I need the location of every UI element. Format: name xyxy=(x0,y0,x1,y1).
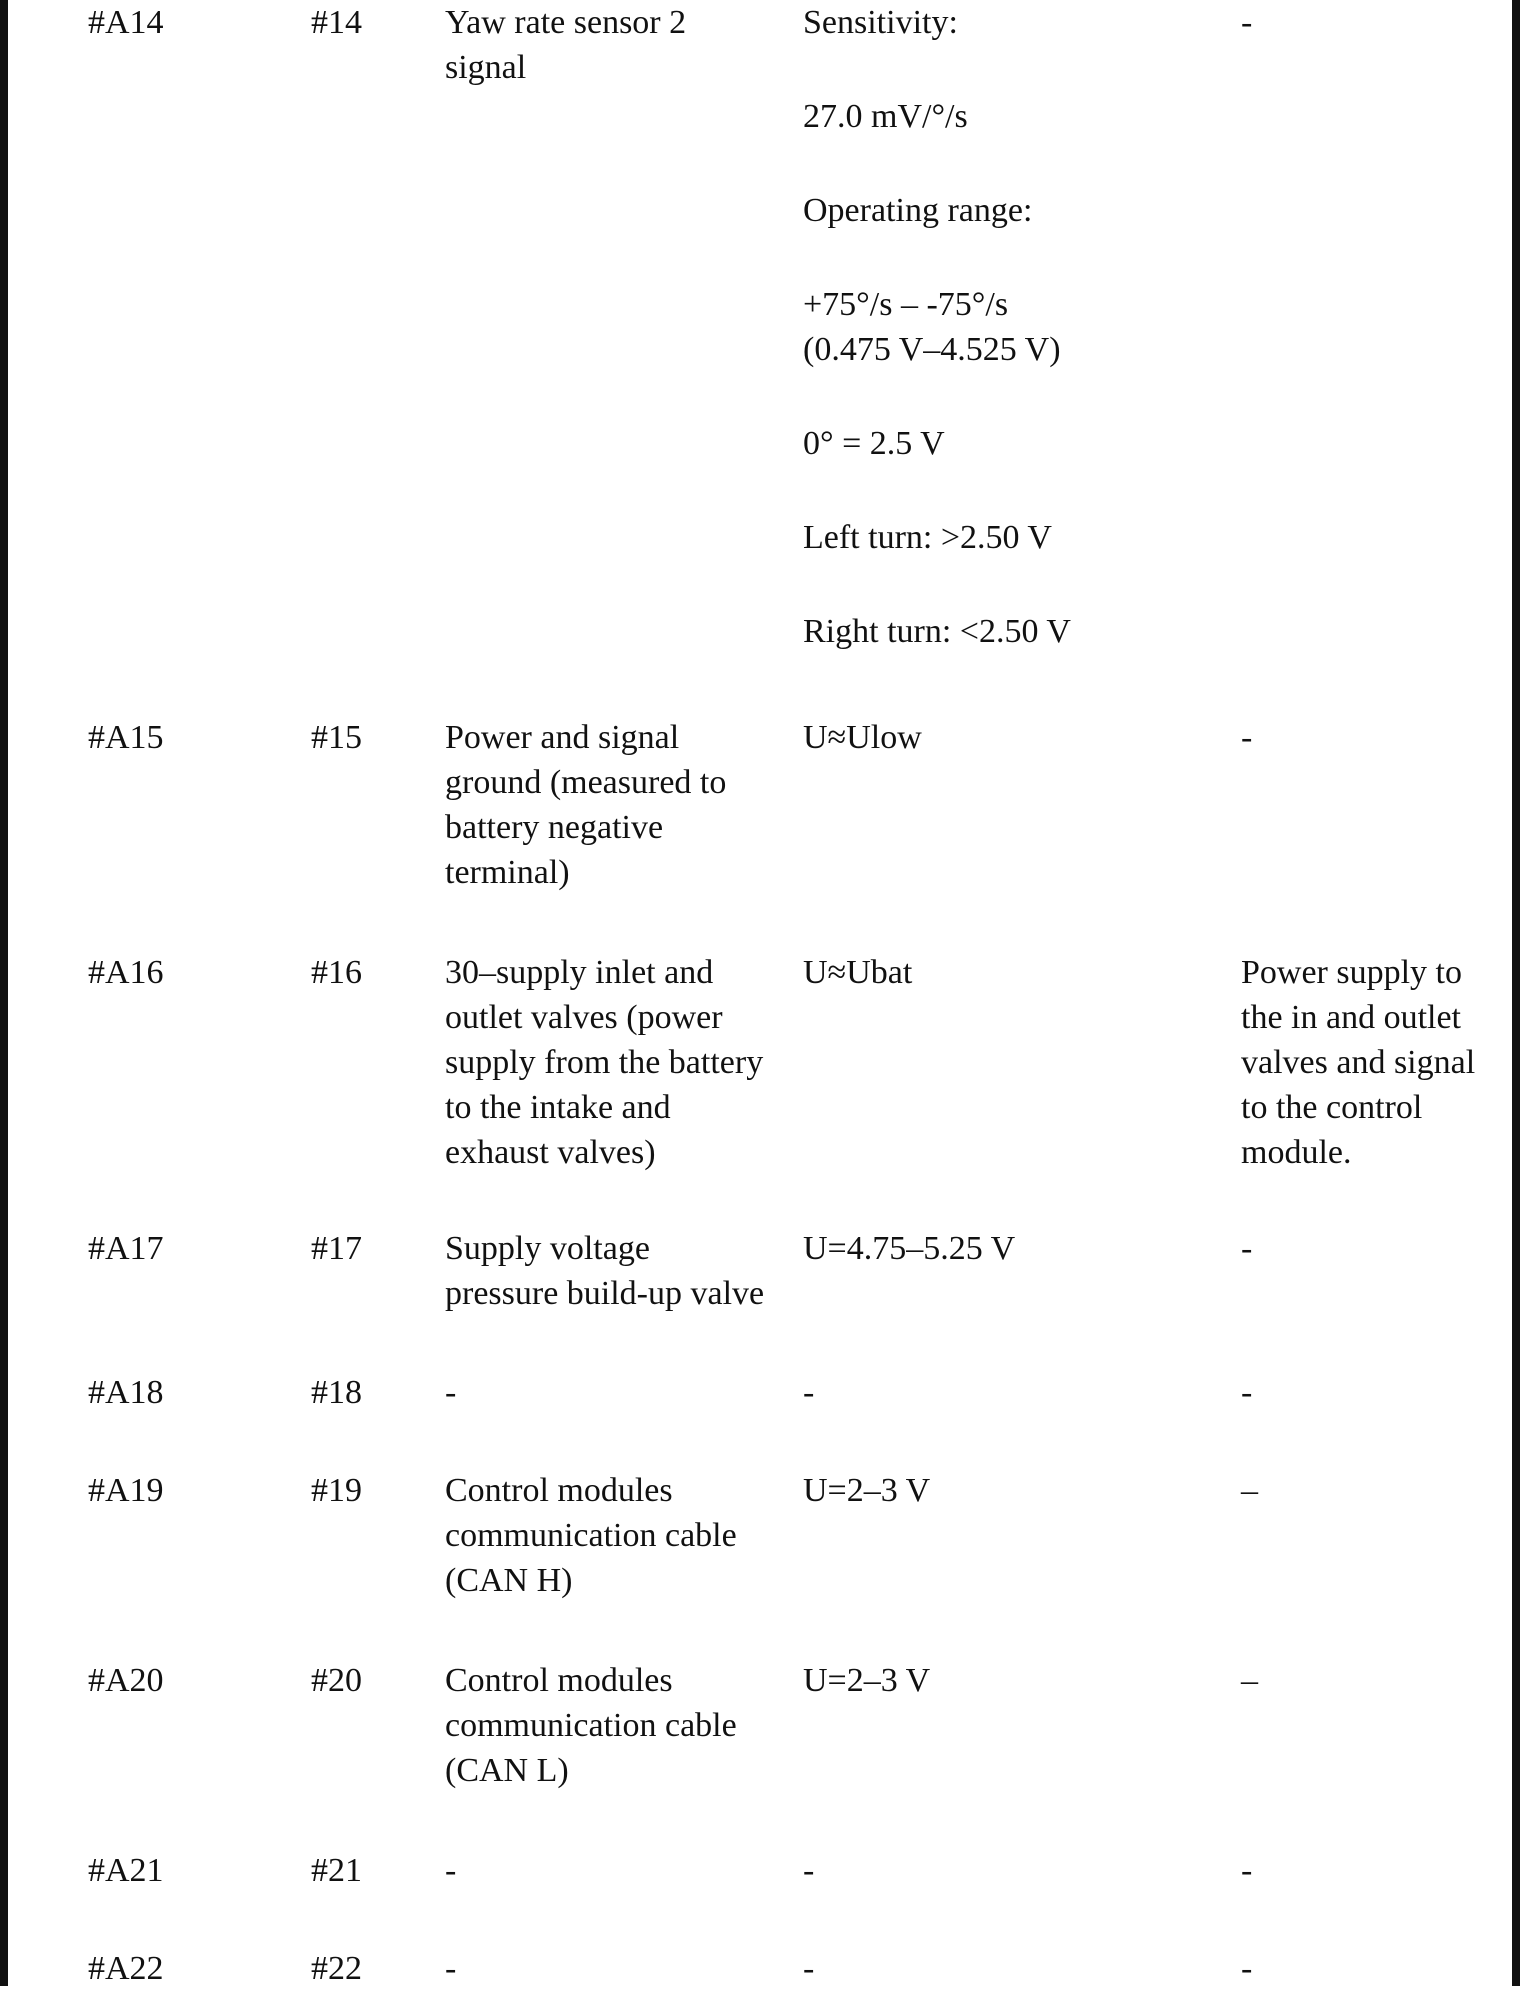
pin-number-cell: #20 xyxy=(311,1662,362,1699)
note-cell-line: - xyxy=(1241,719,1253,756)
pin-cell: #A17 xyxy=(88,1230,164,1267)
description-cell xyxy=(445,715,726,895)
note-cell-line: the in and outlet xyxy=(1241,999,1462,1036)
value-cell-line: - xyxy=(803,1374,815,1411)
description-cell-line: - xyxy=(445,1950,457,1987)
description-cell-line: communication cable xyxy=(445,1517,737,1554)
pin-number-cell: #22 xyxy=(311,1950,362,1987)
description-cell-line: Yaw rate sensor 2 xyxy=(445,4,687,41)
description-cell xyxy=(445,1848,456,1893)
note-cell-line: – xyxy=(1241,1472,1258,1509)
pin-cell: #A16 xyxy=(88,954,164,991)
value-cell-line: 0° = 2.5 V xyxy=(803,425,945,462)
description-cell-line: (CAN L) xyxy=(445,1752,569,1789)
value-cell-line: (0.475 V–4.525 V) xyxy=(803,331,1061,368)
description-cell-line: exhaust valves) xyxy=(445,1134,656,1171)
pin-cell: #A19 xyxy=(88,1472,164,1509)
value-cell-line: U≈Ulow xyxy=(803,719,922,756)
description-cell-line: battery negative xyxy=(445,809,664,846)
description-cell-line: Supply voltage xyxy=(445,1230,650,1267)
description-cell xyxy=(445,1370,456,1415)
note-cell-line: - xyxy=(1241,1950,1253,1987)
value-cell-line: 27.0 mV/°/s xyxy=(803,98,968,135)
pin-cell: #A22 xyxy=(88,1950,164,1987)
value-cell-line: Right turn: <2.50 V xyxy=(803,613,1071,650)
pin-cell: #A20 xyxy=(88,1662,164,1699)
note-cell-line: - xyxy=(1241,1374,1253,1411)
description-cell xyxy=(445,1946,456,1991)
description-cell-line: Control modules xyxy=(445,1472,673,1509)
description-cell-line: - xyxy=(445,1374,457,1411)
description-cell-line: Power and signal xyxy=(445,719,680,756)
value-cell xyxy=(803,1658,930,1703)
description-cell-line: 30–supply inlet and xyxy=(445,954,714,991)
note-cell-line: - xyxy=(1241,1852,1253,1889)
pin-number-cell: #17 xyxy=(311,1230,362,1267)
note-cell-line: Power supply to xyxy=(1241,954,1462,991)
value-cell xyxy=(803,1226,1015,1271)
note-cell xyxy=(1241,1226,1252,1271)
description-cell-line: supply from the battery xyxy=(445,1044,764,1081)
note-cell xyxy=(1241,1658,1258,1703)
pin-cell: #A14 xyxy=(88,4,164,41)
value-cell-line: U≈Ubat xyxy=(803,954,913,991)
description-cell xyxy=(445,1226,764,1316)
description-cell-line: outlet valves (power xyxy=(445,999,723,1036)
value-cell-line: - xyxy=(803,1950,815,1987)
value-cell xyxy=(803,1370,814,1415)
description-cell-line: to the intake and xyxy=(445,1089,671,1126)
value-cell-line: Sensitivity: xyxy=(803,4,958,41)
note-cell-line: to the control xyxy=(1241,1089,1423,1126)
pin-number-cell: #14 xyxy=(311,4,362,41)
note-cell-line: - xyxy=(1241,1230,1253,1267)
pin-cell: #A21 xyxy=(88,1852,164,1889)
description-cell-line: pressure build-up valve xyxy=(445,1275,765,1312)
description-cell xyxy=(445,1658,737,1793)
note-cell xyxy=(1241,1468,1258,1513)
value-cell-line: U=2–3 V xyxy=(803,1662,931,1699)
value-cell-line: - xyxy=(803,1852,815,1889)
note-cell-line: - xyxy=(1241,4,1253,41)
pin-cell: #A15 xyxy=(88,719,164,756)
pin-number-cell: #21 xyxy=(311,1852,362,1889)
pin-cell: #A18 xyxy=(88,1374,164,1411)
note-cell xyxy=(1241,1848,1252,1893)
note-cell xyxy=(1241,1370,1252,1415)
description-cell xyxy=(445,0,686,90)
value-cell xyxy=(803,1848,814,1893)
note-cell-line: valves and signal xyxy=(1241,1044,1476,1081)
note-cell xyxy=(1241,0,1252,45)
pin-number-cell: #19 xyxy=(311,1472,362,1509)
description-cell-line: terminal) xyxy=(445,854,570,891)
description-cell xyxy=(445,1468,737,1603)
description-cell-line: Control modules xyxy=(445,1662,673,1699)
pin-number-cell: #15 xyxy=(311,719,362,756)
note-cell-line: – xyxy=(1241,1662,1258,1699)
pin-number-cell: #16 xyxy=(311,954,362,991)
description-cell-line: signal xyxy=(445,49,527,86)
note-cell xyxy=(1241,715,1252,760)
description-cell-line: - xyxy=(445,1852,457,1889)
value-cell-line: Left turn: >2.50 V xyxy=(803,519,1052,556)
value-cell-line: +75°/s – -75°/s xyxy=(803,286,1009,323)
note-cell-line: module. xyxy=(1241,1134,1352,1171)
value-cell xyxy=(803,1468,930,1513)
description-cell-line: ground (measured to xyxy=(445,764,727,801)
value-cell xyxy=(803,1946,814,1991)
value-cell xyxy=(803,950,912,995)
value-cell-line: U=4.75–5.25 V xyxy=(803,1230,1016,1267)
pin-number-cell: #18 xyxy=(311,1374,362,1411)
description-cell xyxy=(445,950,763,1175)
description-cell-line: (CAN H) xyxy=(445,1562,573,1599)
note-cell xyxy=(1241,950,1475,1175)
description-cell-line: communication cable xyxy=(445,1707,737,1744)
value-cell-line: Operating range: xyxy=(803,192,1033,229)
value-cell xyxy=(803,715,922,760)
note-cell xyxy=(1241,1946,1252,1991)
value-cell-line: U=2–3 V xyxy=(803,1472,931,1509)
